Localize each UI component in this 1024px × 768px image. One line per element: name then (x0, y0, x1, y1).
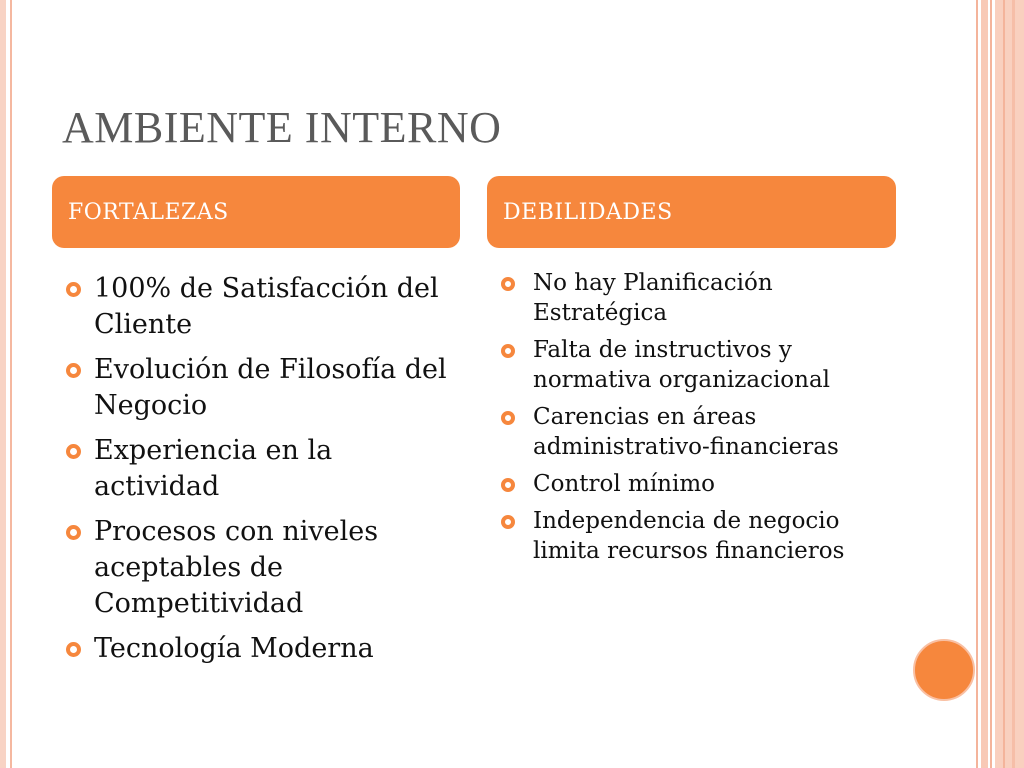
list-item (497, 402, 907, 462)
list-item-text: Independencia de negocio limita recursos financieros (533, 508, 845, 564)
bullet-icon (501, 344, 515, 358)
decorative-circle (913, 639, 975, 701)
list-item-text: No hay Planificación Estratégica (533, 270, 773, 326)
bullet-icon (66, 363, 81, 378)
bullet-icon (501, 411, 515, 425)
list-item (497, 469, 907, 499)
list-item-text: Experiencia en la actividad (94, 435, 333, 502)
list-item-text: Control mínimo (533, 471, 716, 497)
list-item-text: Tecnología Moderna (94, 633, 374, 664)
list-item (497, 506, 907, 566)
list-item (62, 271, 462, 343)
left-edge-line (10, 0, 12, 768)
list-item-text: 100% de Satisfacción del Cliente (94, 273, 439, 340)
list-item-text: Carencias en áreas administrativo-financieras (533, 404, 839, 460)
list-item (62, 514, 462, 622)
list-item (497, 335, 907, 395)
bullet-icon (501, 515, 515, 529)
bullet-icon (501, 277, 515, 291)
right-edge-line-1 (976, 0, 978, 768)
left-edge-stripe (0, 0, 6, 768)
debilidades-header (487, 176, 896, 248)
list-item-text: Procesos con niveles aceptables de Competitividad (94, 516, 379, 619)
bullet-icon (66, 642, 81, 657)
list-item (62, 631, 462, 667)
slide-title: AMBIENTE INTERNO (62, 103, 502, 152)
right-edge-line-4 (1012, 0, 1015, 768)
list-item (62, 352, 462, 424)
right-edge-stripe-1 (981, 0, 988, 768)
list-item (62, 433, 462, 505)
bullet-icon (66, 282, 81, 297)
list-item-text: Falta de instructivos y normativa organizacional (533, 337, 831, 393)
list-item-text: Evolución de Filosofía del Negocio (94, 354, 447, 421)
list-item (497, 268, 907, 328)
debilidades-header-label: DEBILIDADES (503, 199, 673, 225)
debilidades-list (497, 268, 907, 573)
bullet-icon (66, 525, 81, 540)
bullet-icon (66, 444, 81, 459)
bullet-icon (501, 478, 515, 492)
fortalezas-header-label: FORTALEZAS (68, 199, 229, 225)
right-edge-line-2 (990, 0, 992, 768)
fortalezas-header (52, 176, 460, 248)
right-edge-line-3 (1003, 0, 1005, 768)
fortalezas-list (62, 271, 462, 676)
right-edge-stripe-2 (995, 0, 1024, 768)
